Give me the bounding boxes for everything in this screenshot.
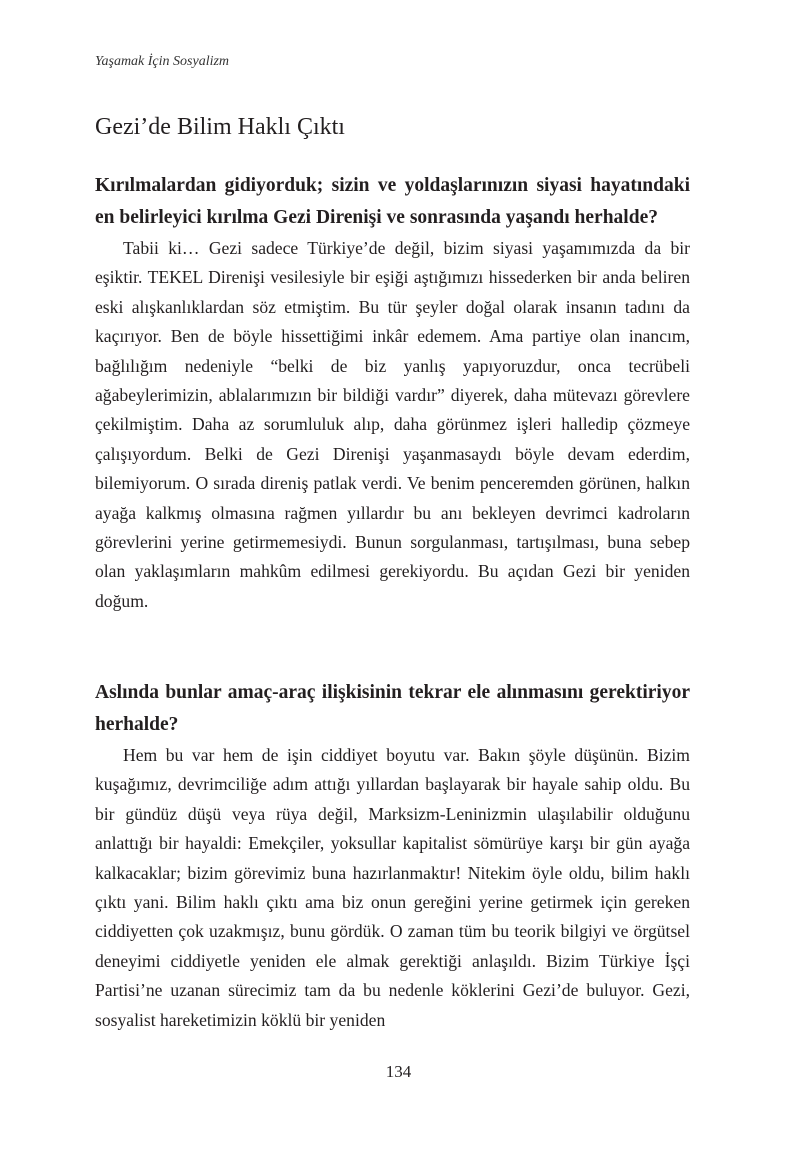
section-1 [95,170,690,616]
interview-question: Kırılmalardan gidiyorduk; sizin ve yoldaşlarınızın siyasi hayatındaki en belirleyici kırılma Gezi Direnişi ve sonrasında yaşandı herhalde? [95,175,690,228]
running-header: Yaşamak İçin Sosyalizm [95,54,230,69]
interview-answer: Hem bu var hem de işin ciddiyet boyutu var. Bakın şöyle düşünün. Bizim kuşağımız, devrimciliğe adım attığı yıllardan başlayarak bir hayale sahip oldu. Bu bir gündüz düşü veya rüya değil, Marksizm-Leninizmin ulaşılabilir olduğunu anlattığı bir hayaldi: Emekçiler, yoksullar kapitalist sömürüye karşı bir gün ayağa kalkacaklar; bizim görevimiz buna hazırlanmaktır! Nitekim öyle oldu, bilim haklı çıktı yani. Bilim haklı çıktı ama biz onun gereğini yerine getirmek için gereken ciddiyetten çok uzakmışız, bunu gördük. O zaman tüm bu teorik bilgiyi ve örgütsel deneyimi ciddiyetle yeniden ele almak gerektiği anlaşıldı. Bizim Türkiye İşçi Partisi’ne uzanan sürecimiz tam da bu nedenle köklerini Gezi’de buluyor. Gezi, sosyalist hareketimizin köklü bir yeniden [95,745,690,1030]
interview-answer: Tabii ki… Gezi sadece Türkiye’de değil, bizim siyasi yaşamımızda da bir eşiktir. TEKEL Direnişi vesilesiyle bir eşiği aştığımızı hissederken bir anda beliren eski alışkanlıklardan söz etmiştim. Bu tür şeyler doğal olarak insanın tadını da kaçırıyor. Ben de böyle hissettiğimi inkâr edemem. Ama partiye olan inancım, bağlılığım nedeniyle “belki de biz yanlış yapıyoruzdur, onca tecrübeli ağabeylerimizin, ablalarımızın bir bildiği vardır” diyerek, daha mütevazı görevlere çekilmiştim. Daha az sorumluluk alıp, daha görünmez işleri halledip çözmeye çalışıyordum. Belki de Gezi Direnişi yaşanmasaydı böyle devam ederdim, bilemiyorum. O sırada direniş patlak verdi. Ve benim penceremden görünen, halkın ayağa kalkmış olmasına rağmen yıllardır bu anı bekleyen devrimci kadroların görevlerini yerine getirmemesiydi. Bunun sorgulanması, tartışılması, buna sebep olan yaklaşımların mahkûm edilmesi gerekiyordu. Bu açıdan Gezi bir yeniden doğum. [95,238,690,611]
interview-question: Aslında bunlar amaç-araç ilişkisinin tekrar ele alınmasını gerektiriyor herhalde? [95,682,690,735]
chapter-title: Gezi’de Bilim Haklı Çıktı [95,114,345,140]
page-number: 134 [385,1062,412,1081]
section-2 [95,677,690,1035]
